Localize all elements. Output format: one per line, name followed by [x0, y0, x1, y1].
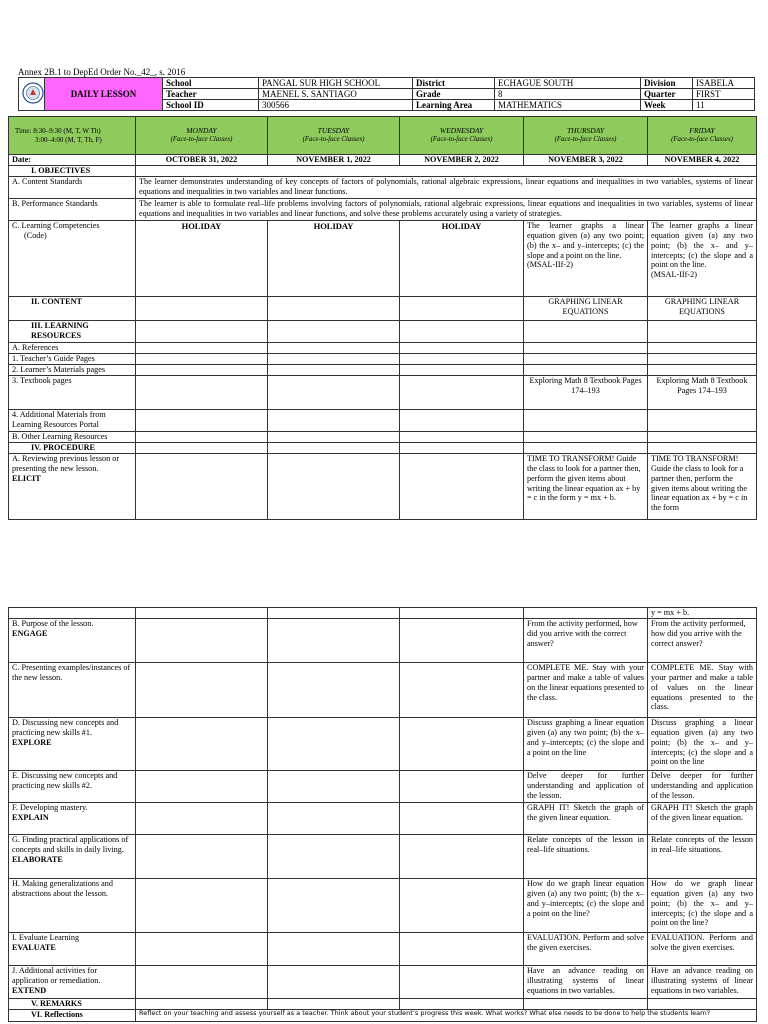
procedure-d-label	[9, 718, 136, 771]
empty-cell	[648, 365, 757, 376]
day-name: MONDAY	[186, 126, 217, 136]
procedure-h-label: H. Making generalizations and abstractions about the lesson.	[9, 879, 136, 933]
empty-cell	[136, 718, 268, 771]
objectives-heading: I. OBJECTIVES	[9, 166, 136, 177]
empty-cell	[268, 432, 400, 443]
elicit-tag: ELICIT	[12, 473, 41, 483]
day-mode: (Face-to-face Classes)	[554, 135, 617, 143]
content-heading: II. CONTENT	[9, 297, 136, 321]
empty-cell	[268, 879, 400, 933]
learning-competencies-label	[9, 221, 136, 297]
other-resources-label: B. Other Learning Resources	[9, 432, 136, 443]
date-monday: OCTOBER 31, 2022	[136, 155, 268, 166]
empty-cell	[400, 432, 524, 443]
procedure-c-thursday: COMPLETE ME. Stay with your partner and make a table of values on the linear equations presented to the class.	[524, 663, 648, 718]
empty-cell	[9, 608, 136, 619]
empty-cell	[648, 443, 757, 454]
empty-cell	[524, 365, 648, 376]
week-label: Week	[641, 100, 693, 111]
content-monday	[136, 297, 268, 321]
empty-cell	[268, 771, 400, 803]
school-id-value: 300566	[259, 100, 413, 111]
empty-cell	[524, 410, 648, 432]
procedure-d-text: D. Discussing new concepts and practicing new skills #1.	[12, 718, 119, 737]
empty-cell	[524, 343, 648, 354]
procedure-a-text: A. Reviewing previous lesson or presenting the new lesson.	[12, 454, 120, 473]
reflections-heading: VI. Reflections	[9, 1010, 136, 1022]
empty-cell	[400, 803, 524, 835]
procedure-j-label	[9, 966, 136, 999]
empty-cell	[268, 663, 400, 718]
day-name: FRIDAY	[689, 126, 715, 136]
elaborate-tag: ELABORATE	[12, 854, 63, 864]
empty-cell	[136, 321, 268, 343]
deped-seal-icon	[22, 82, 44, 104]
procedure-f-text: F. Developing mastery.	[12, 803, 88, 812]
division-label: Division	[641, 78, 693, 89]
day-header-monday	[136, 117, 268, 155]
week-value: 11	[693, 100, 755, 111]
procedure-e-friday: Delve deeper for further understanding and application of the lesson.	[648, 771, 757, 803]
empty-cell	[268, 619, 400, 663]
date-label: Date:	[9, 155, 136, 166]
date-friday: NOVEMBER 4, 2022	[648, 155, 757, 166]
empty-cell	[400, 999, 524, 1010]
reflections-text: Reflect on your teaching and assess yourself as a teacher. Think about your student’s progress this week. What works? What else needs to be done to help the students learn?	[136, 1010, 757, 1022]
textbook-pages-label: 3. Textbook pages	[9, 376, 136, 410]
procedure-e-label: E. Discussing new concepts and practicing new skills #2.	[9, 771, 136, 803]
procedure-d-thursday: Discuss graphing a linear equation given (a) any two point; (b) the x– and y–intercepts; (c) the slope and a point on the line	[524, 718, 648, 771]
learning-area-value: MATHEMATICS	[495, 100, 641, 111]
competencies-code-text: (Code)	[24, 230, 47, 240]
procedure-f-thursday: GRAPH IT! Sketch the graph of the given linear equation.	[524, 803, 648, 835]
procedure-g-label	[9, 835, 136, 879]
procedure-j-text: J. Additional activities for application or remediation.	[12, 966, 101, 985]
deped-seal	[19, 78, 45, 111]
procedure-a-thursday: TIME TO TRANSFORM! Guide the class to look for a partner then, perform the given items about writing the linear equation ax + by = c in the form y = mx + b.	[524, 454, 648, 520]
explore-tag: EXPLORE	[12, 737, 52, 747]
performance-standards-label: B. Performance Standards	[9, 199, 136, 221]
textbook-pages: Pages 174–193	[677, 385, 727, 395]
empty-cell	[400, 321, 524, 343]
empty-cell	[268, 803, 400, 835]
evaluate-tag: EVALUATE	[12, 942, 56, 952]
empty-cell	[268, 365, 400, 376]
empty-cell	[136, 619, 268, 663]
procedure-j-thursday: Have an advance reading on illustrating systems of linear equations in two variables.	[524, 966, 648, 999]
content-thursday: GRAPHING LINEAR EQUATIONS	[524, 297, 648, 321]
procedure-j-friday: Have an advance reading on illustrating systems of linear equations in two variables.	[648, 966, 757, 999]
district-value: ECHAGUE SOUTH	[495, 78, 641, 89]
procedure-a-label	[9, 454, 136, 520]
procedure-c-friday: COMPLETE ME. Stay with your partner and make a table of values on the linear equations presented to the class.	[648, 663, 757, 718]
content-standards-label: A. Content Standards	[9, 177, 136, 199]
procedure-i-label	[9, 933, 136, 966]
procedure-b-friday: From the activity performed, how did you arrive with the correct answer?	[648, 619, 757, 663]
header-table	[18, 77, 755, 111]
empty-cell	[268, 718, 400, 771]
additional-materials-label: 4. Additional Materials from Learning Resources Portal	[9, 410, 136, 432]
empty-cell	[136, 410, 268, 432]
procedure-g-thursday: Relate concepts of the lesson in real–life situations.	[524, 835, 648, 879]
textbook-thursday: Exploring Math 8 Textbook Pages 174–193	[524, 376, 648, 410]
quarter-value: FIRST	[693, 89, 755, 100]
empty-cell	[136, 999, 268, 1010]
empty-cell	[400, 879, 524, 933]
empty-cell	[524, 608, 648, 619]
content-tuesday	[268, 297, 400, 321]
grade-value: 8	[495, 89, 641, 100]
competencies-label-text: C. Learning Competencies	[12, 221, 100, 230]
annex-reference: Annex 2B.1 to DepEd Order No._42_, s. 2016	[18, 67, 186, 77]
procedure-i-thursday: EVALUATION. Perform and solve the given exercises.	[524, 933, 648, 966]
empty-cell	[136, 376, 268, 410]
performance-standards-text: The learner is able to formulate real–life problems involving factors of polynomials, rational algebraic expressions, linear equations and inequalities in two variables, systems of linear equations and inequalities in two variables and linear functions, and solve these problems accurately using a variety of strategies.	[136, 199, 757, 221]
empty-cell	[268, 454, 400, 520]
empty-cell	[524, 999, 648, 1010]
procedure-b-thursday: From the activity performed, how did you arrive with the correct answer?	[524, 619, 648, 663]
procedure-a-friday-continued: y = mx + b.	[648, 608, 757, 619]
holiday-wednesday: HOLIDAY	[400, 221, 524, 297]
learning-area-label: Learning Area	[413, 100, 495, 111]
objectives-empty	[136, 166, 757, 177]
references-label: A. References	[9, 343, 136, 354]
empty-cell	[400, 354, 524, 365]
daily-lesson-title: DAILY LESSON	[45, 78, 163, 111]
textbook-friday	[648, 376, 757, 410]
empty-cell	[268, 999, 400, 1010]
empty-cell	[400, 454, 524, 520]
empty-cell	[136, 343, 268, 354]
day-mode: (Face-to-face Classes)	[302, 135, 365, 143]
empty-cell	[524, 321, 648, 343]
teacher-value: MAENEL S. SANTIAGO	[259, 89, 413, 100]
procedure-f-friday: GRAPH IT! Sketch the graph of the given linear equation.	[648, 803, 757, 835]
empty-cell	[524, 443, 648, 454]
empty-cell	[648, 343, 757, 354]
empty-cell	[400, 663, 524, 718]
procedure-g-text: G. Finding practical applications of concepts and skills in daily living.	[12, 835, 129, 854]
empty-cell	[136, 432, 268, 443]
empty-cell	[268, 608, 400, 619]
teacher-label: Teacher	[163, 89, 259, 100]
extend-tag: EXTEND	[12, 985, 47, 995]
content-friday: GRAPHING LINEAR EQUATIONS	[648, 297, 757, 321]
empty-cell	[400, 771, 524, 803]
procedure-b-text: B. Purpose of the lesson.	[12, 619, 94, 628]
competency-thursday	[524, 221, 648, 297]
procedure-i-text: I. Evaluate Learning	[12, 933, 80, 942]
empty-cell	[400, 343, 524, 354]
procedure-f-label	[9, 803, 136, 835]
school-value: PANGAL SUR HIGH SCHOOL	[259, 78, 413, 89]
empty-cell	[136, 443, 268, 454]
holiday-monday: HOLIDAY	[136, 221, 268, 297]
empty-cell	[268, 835, 400, 879]
time-cell	[9, 117, 136, 155]
empty-cell	[648, 432, 757, 443]
empty-cell	[136, 608, 268, 619]
district-label: District	[413, 78, 495, 89]
time-line-1: Time: 8:30–9:30 (M, T, W Th)	[15, 127, 101, 136]
day-name: TUESDAY	[317, 126, 350, 136]
empty-cell	[268, 343, 400, 354]
empty-cell	[400, 376, 524, 410]
competency-code: (MSAL-IIf-2)	[527, 260, 573, 270]
date-wednesday: NOVEMBER 2, 2022	[400, 155, 524, 166]
empty-cell	[136, 354, 268, 365]
empty-cell	[400, 966, 524, 999]
competency-text: The learner graphs a linear equation given (a) any two point; (b) the x– and y–intercepts; (c) the slope and a point on the line.	[651, 221, 753, 270]
empty-cell	[400, 619, 524, 663]
day-name: THURSDAY	[566, 126, 605, 136]
time-line-2: 3:00–4:00 (M, T, Th, F)	[35, 135, 102, 144]
empty-cell	[268, 443, 400, 454]
empty-cell	[648, 999, 757, 1010]
date-thursday: NOVEMBER 3, 2022	[524, 155, 648, 166]
empty-cell	[400, 410, 524, 432]
empty-cell	[648, 354, 757, 365]
school-label: School	[163, 78, 259, 89]
procedure-c-label: C. Presenting examples/instances of the new lesson.	[9, 663, 136, 718]
explain-tag: EXPLAIN	[12, 812, 49, 822]
procedure-h-thursday: How do we graph linear equation given (a) any two point; (b) the x– and y–intercepts; (c) the slope and a point on the line?	[524, 879, 648, 933]
empty-cell	[268, 376, 400, 410]
lesson-table-page-2	[8, 607, 757, 1022]
empty-cell	[268, 321, 400, 343]
procedure-h-friday: How do we graph linear equation given (a) any two point; (b) the x– and y–intercepts; (c) the slope and a point on the line?	[648, 879, 757, 933]
procedure-heading: IV. PROCEDURE	[9, 443, 136, 454]
engage-tag: ENGAGE	[12, 628, 48, 638]
empty-cell	[400, 608, 524, 619]
content-wednesday	[400, 297, 524, 321]
division-value: ISABELA	[693, 78, 755, 89]
empty-cell	[400, 933, 524, 966]
procedure-a-friday: TIME TO TRANSFORM! Guide the class to look for a partner then, perform the given items about writing the linear equation ax + by = c in the form	[648, 454, 757, 520]
empty-cell	[268, 410, 400, 432]
day-mode: (Face-to-face Classes)	[170, 135, 233, 143]
empty-cell	[524, 354, 648, 365]
day-header-wednesday	[400, 117, 524, 155]
empty-cell	[400, 443, 524, 454]
textbook-title: Exploring Math 8 Textbook	[656, 376, 748, 385]
empty-cell	[136, 966, 268, 999]
date-tuesday: NOVEMBER 1, 2022	[268, 155, 400, 166]
empty-cell	[136, 771, 268, 803]
day-mode: (Face-to-face Classes)	[671, 135, 733, 143]
empty-cell	[648, 321, 757, 343]
day-header-thursday	[524, 117, 648, 155]
quarter-label: Quarter	[641, 89, 693, 100]
day-name: WEDNESDAY	[439, 126, 484, 136]
empty-cell	[524, 432, 648, 443]
empty-cell	[268, 966, 400, 999]
empty-cell	[268, 933, 400, 966]
holiday-tuesday: HOLIDAY	[268, 221, 400, 297]
empty-cell	[136, 663, 268, 718]
empty-cell	[136, 879, 268, 933]
empty-cell	[136, 454, 268, 520]
empty-cell	[136, 835, 268, 879]
day-header-tuesday	[268, 117, 400, 155]
lesson-table-page-1	[8, 116, 757, 520]
school-id-label: School ID	[163, 100, 259, 111]
learners-materials-label: 2. Learner’s Materials pages	[9, 365, 136, 376]
procedure-g-friday: Relate concepts of the lesson in real–life situations.	[648, 835, 757, 879]
empty-cell	[268, 354, 400, 365]
empty-cell	[400, 365, 524, 376]
empty-cell	[136, 933, 268, 966]
day-header-friday	[648, 117, 757, 155]
empty-cell	[136, 803, 268, 835]
content-standards-text: The learner demonstrates understanding of key concepts of factors of polynomials, rational algebraic expressions, linear equations and inequalities in two variables, systems of linear equations and inequalities in two variables and linear functions.	[136, 177, 757, 199]
procedure-i-friday: EVALUATION. Perform and solve the given exercises.	[648, 933, 757, 966]
empty-cell	[136, 365, 268, 376]
procedure-d-friday: Discuss graphing a linear equation given (a) any two point; (b) the x– and y–intercepts; (c) the slope and a point on the line	[648, 718, 757, 771]
empty-cell	[400, 718, 524, 771]
empty-cell	[648, 410, 757, 432]
teachers-guide-label: 1. Teacher’s Guide Pages	[9, 354, 136, 365]
remarks-heading: V. REMARKS	[9, 999, 136, 1010]
competency-friday	[648, 221, 757, 297]
procedure-e-thursday: Delve deeper for further understanding and application of the lesson.	[524, 771, 648, 803]
competency-code: (MSAL-IIf-2)	[651, 270, 697, 280]
empty-cell	[400, 835, 524, 879]
competency-text: The learner graphs a linear equation given (a) any two point; (b) the x– and y–intercepts; (c) the slope and a point on the line.	[527, 221, 644, 260]
learning-resources-heading: III. LEARNING RESOURCES	[9, 321, 136, 343]
day-mode: (Face-to-face Classes)	[430, 135, 493, 143]
grade-label: Grade	[413, 89, 495, 100]
procedure-b-label	[9, 619, 136, 663]
